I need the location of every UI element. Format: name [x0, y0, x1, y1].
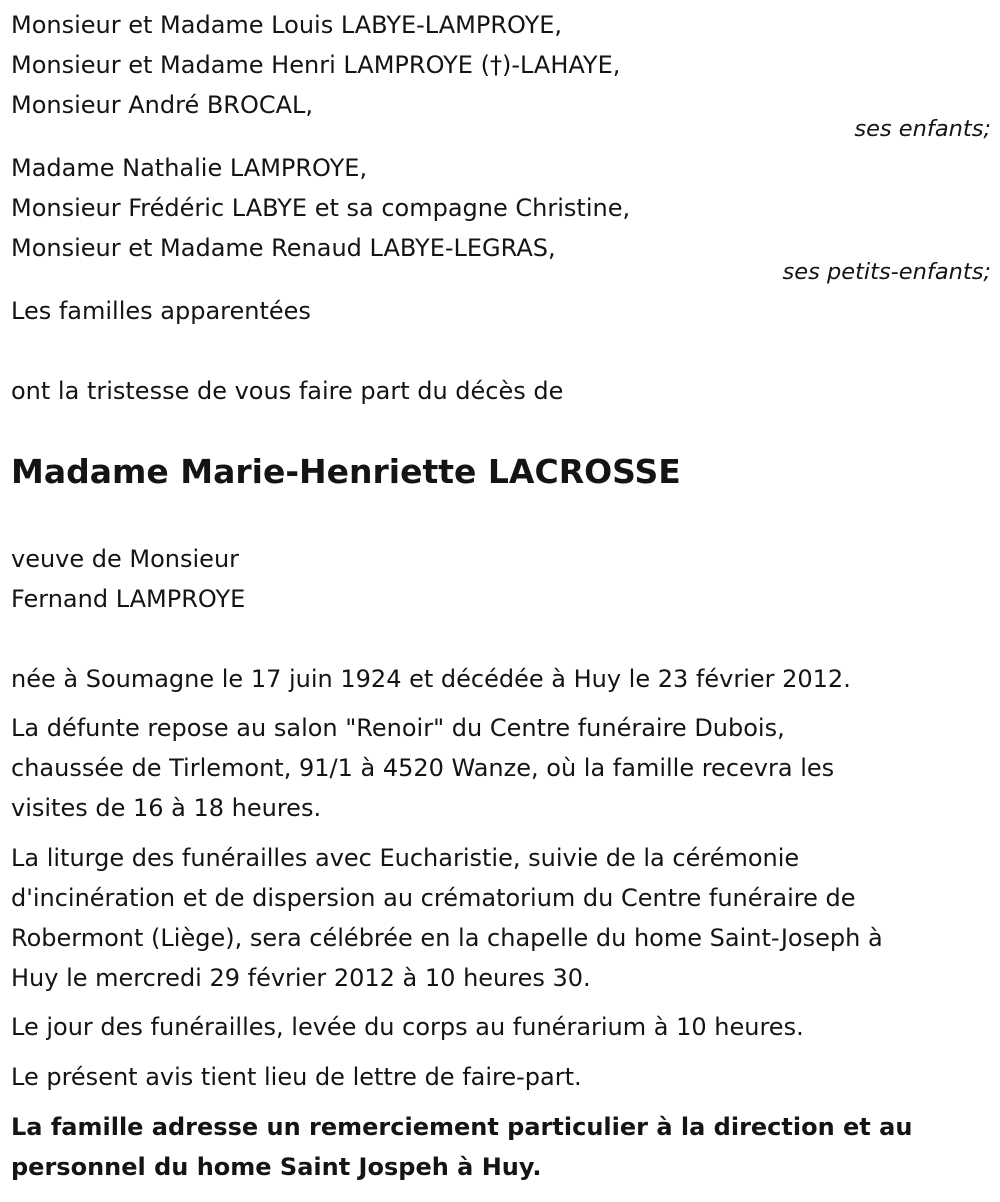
families-line: Les familles apparentées — [11, 297, 311, 325]
grandchildren-line-1: Madame Nathalie LAMPROYE, — [11, 154, 368, 182]
liturgy-line-2: d'incinération et de dispersion au crématorium du Centre funéraire de — [11, 884, 856, 912]
repose-line-3: visites de 16 à 18 heures. — [11, 794, 322, 822]
liturgy-line-4: Huy le mercredi 29 février 2012 à 10 heures 30. — [11, 964, 591, 992]
thanks-line-2: personnel du home Saint Jospeh à Huy. — [11, 1153, 542, 1181]
liturgy-line-3: Robermont (Liège), sera célébrée en la chapelle du home Saint-Joseph à — [11, 924, 883, 952]
notice-line: Le présent avis tient lieu de lettre de faire-part. — [11, 1063, 582, 1091]
widow-line-1: veuve de Monsieur — [11, 545, 240, 573]
children-line-2: Monsieur et Madame Henri LAMPROYE (†)-LAHAYE, — [11, 51, 621, 79]
widow-line-2: Fernand LAMPROYE — [11, 585, 246, 613]
liturgy-line-1: La liturge des funérailles avec Eucharistie, suivie de la cérémonie — [11, 844, 800, 872]
children-line-1: Monsieur et Madame Louis LABYE-LAMPROYE, — [11, 11, 563, 39]
deceased-name: Madame Marie-Henriette LACROSSE — [11, 452, 681, 491]
children-line-3: Monsieur André BROCAL, — [11, 91, 314, 119]
repose-line-2: chaussée de Tirlemont, 91/1 à 4520 Wanze, où la famille recevra les — [11, 754, 835, 782]
grandchildren-label: ses petits-enfants; — [782, 259, 991, 285]
children-label: ses enfants; — [854, 116, 991, 142]
grandchildren-line-3: Monsieur et Madame Renaud LABYE-LEGRAS, — [11, 234, 556, 262]
announcement-line: ont la tristesse de vous faire part du décès de — [11, 377, 564, 405]
repose-line-1: La défunte repose au salon "Renoir" du Centre funéraire Dubois, — [11, 714, 785, 742]
funeral-day-line: Le jour des funérailles, levée du corps au funérarium à 10 heures. — [11, 1013, 804, 1041]
birth-death-line: née à Soumagne le 17 juin 1924 et décédée à Huy le 23 février 2012. — [11, 665, 851, 693]
thanks-line-1: La famille adresse un remerciement particulier à la direction et au — [11, 1113, 913, 1141]
grandchildren-line-2: Monsieur Frédéric LABYE et sa compagne Christine, — [11, 194, 631, 222]
